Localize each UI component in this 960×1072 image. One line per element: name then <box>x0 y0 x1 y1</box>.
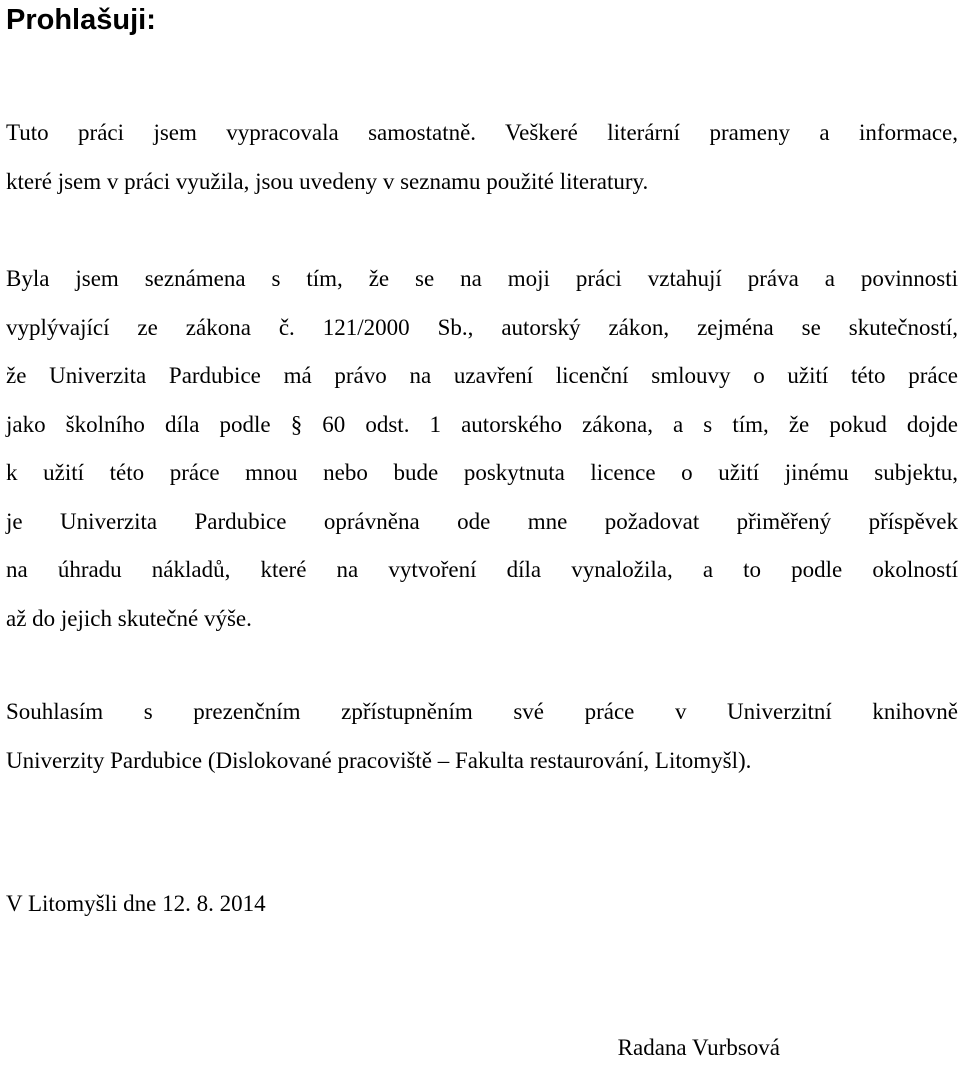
paragraph-line: je Univerzita Pardubice oprávněna ode mne požadovat přiměřený příspěvek <box>6 508 958 534</box>
paragraph-line: Souhlasím s prezenčním zpřístupněním své práce v Univerzitní knihovně <box>6 699 958 724</box>
page-title: Prohlašuji: <box>6 4 156 36</box>
paragraph-library-access <box>6 688 958 785</box>
paragraph-line: které jsem v práci využila, jsou uvedeny v seznamu použité literatury. <box>6 168 649 194</box>
paragraph-line: až do jejich skutečné výše. <box>6 605 252 631</box>
paragraph-line: Univerzity Pardubice (Dislokované pracoviště – Fakulta restaurování, Litomyšl). <box>6 747 752 773</box>
paragraph-copyright-law <box>6 255 958 643</box>
place-and-date: V Litomyšli dne 12. 8. 2014 <box>6 891 266 916</box>
author-signature-name: Radana Vurbsová <box>617 1035 780 1060</box>
paragraph-line: že Univerzita Pardubice má právo na uzavření licenční smlouvy o užití této práce <box>6 363 958 388</box>
paragraph-line: Byla jsem seznámena s tím, že se na moji práci vztahují práva a povinnosti <box>6 266 958 291</box>
paragraph-line: jako školního díla podle § 60 odst. 1 autorského zákona, a s tím, že pokud dojde <box>6 411 958 437</box>
paragraph-line: vyplývající ze zákona č. 121/2000 Sb., autorský zákon, zejména se skutečností, <box>6 314 958 340</box>
paragraph-independent-work <box>6 109 958 206</box>
paragraph-line: k užití této práce mnou nebo bude poskytnuta licence o užití jinému subjektu, <box>6 460 958 485</box>
paragraph-line: Tuto práci jsem vypracovala samostatně. Veškeré literární prameny a informace, <box>6 120 958 145</box>
paragraph-line: na úhradu nákladů, které na vytvoření díla vynaložila, a to podle okolností <box>6 557 958 582</box>
